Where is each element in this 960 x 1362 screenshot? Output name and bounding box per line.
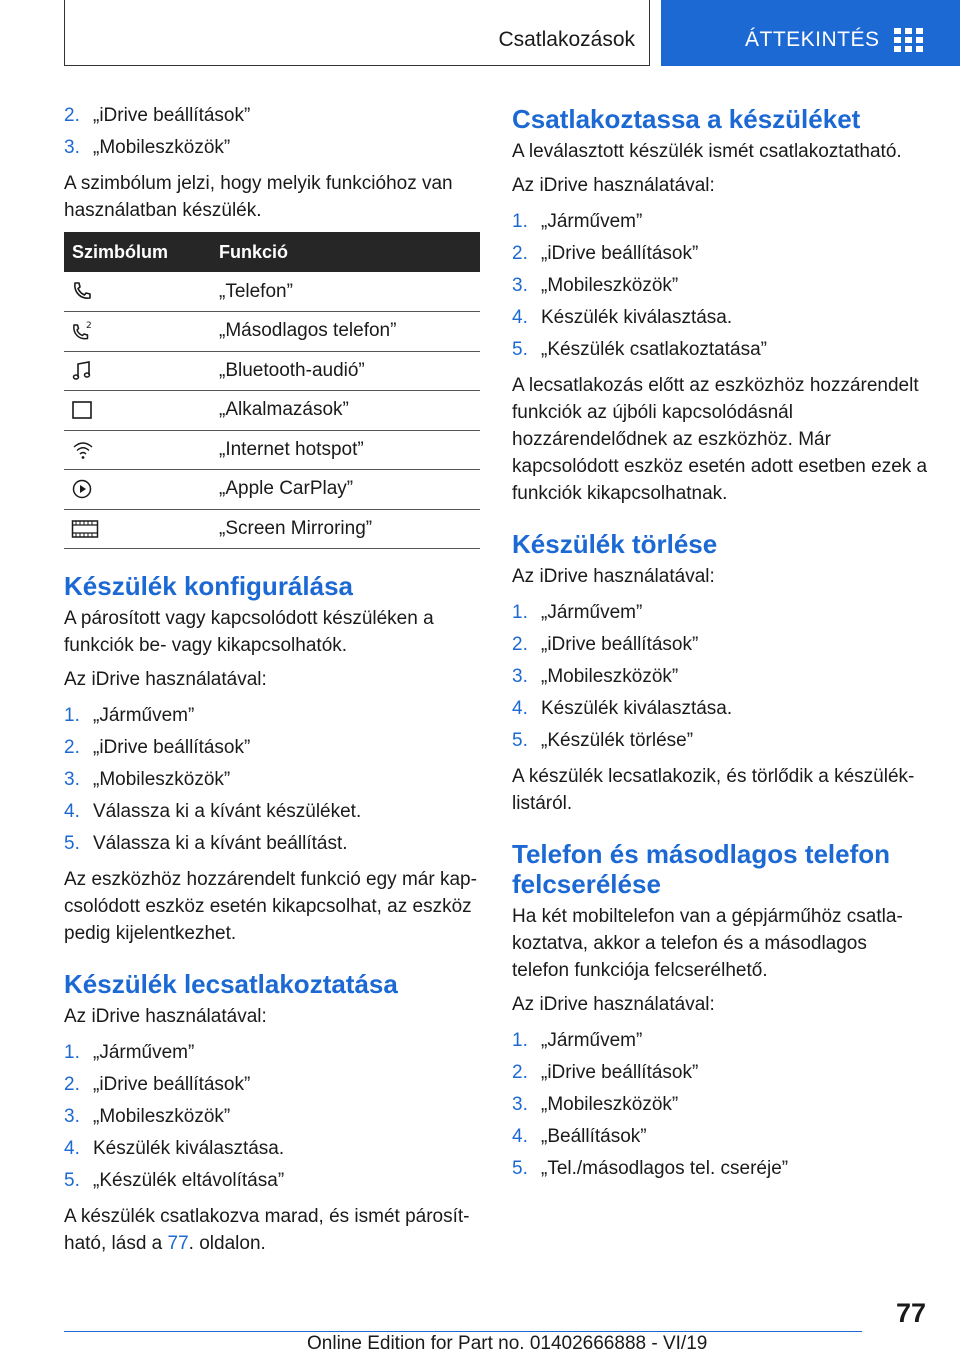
list-item [64,100,480,132]
list-item [512,334,928,366]
symbol-table [64,232,480,549]
step-number: 5. [512,730,528,751]
paragraph: Az eszközhöz hozzárendelt funkció egy már kapcsolódott eszköz esetén kikapcsolhat, az eszköz pedig kijelentkezhet. [64,869,477,944]
list-item [512,302,928,334]
step-text: „Járművem” [93,1042,195,1063]
step-text: „iDrive beállítások” [541,243,699,264]
function-label: „Internet hotspot” [219,430,480,470]
list-item [64,1037,480,1069]
intro-list [64,100,480,164]
list-item [512,1025,928,1057]
step-number: 1. [64,1042,80,1063]
list-item [512,1057,928,1089]
step-number: 3. [64,1106,80,1127]
list-item [64,828,480,860]
table-row [64,312,480,352]
paragraph-text: . oldalon. [188,1233,266,1254]
lead-text: Az iDrive használatával: [512,994,715,1015]
header-section-box [64,0,650,66]
step-number: 2. [64,737,80,758]
step-text: „Beállítások” [541,1126,647,1147]
table-row [64,470,480,510]
step-text: „Járművem” [541,1030,643,1051]
step-number: 4. [64,801,80,822]
step-number: 1. [512,602,528,623]
list-item [512,270,928,302]
step-number: 2. [512,634,528,655]
list-item [512,1121,928,1153]
steps-list [512,1025,928,1185]
function-label: „Alkalmazások” [219,391,480,431]
step-text: „iDrive beállítások” [93,105,251,126]
step-text: „Járművem” [541,602,643,623]
list-item [512,1153,928,1185]
list-item [512,725,928,757]
step-text: „Mobileszközök” [93,137,231,158]
step-text: „iDrive beállítások” [93,1074,251,1095]
function-label: „Apple CarPlay” [219,470,480,510]
phone-2-icon [71,319,95,343]
steps-list [64,1037,480,1197]
step-number: 3. [64,769,80,790]
list-item [64,1165,480,1197]
column-header-symbol: Szimbólum [64,232,219,272]
lead-text: Az iDrive használatával: [64,669,267,690]
step-text: „Mobileszközök” [541,666,679,687]
step-number: 2. [64,1074,80,1095]
step-number: 1. [512,1030,528,1051]
wifi-icon [71,439,95,461]
steps-list [512,206,928,366]
function-label: „Másodlagos telefon” [219,312,480,352]
paragraph [64,1203,480,1257]
list-item [512,597,928,629]
step-text: Készülék kiválasztása. [541,307,733,328]
list-item [64,132,480,164]
step-text: „Készülék törlése” [541,730,694,751]
tab-overview[interactable] [661,0,960,66]
step-number: 5. [64,1170,80,1191]
list-item [64,700,480,732]
table-row [64,430,480,470]
paragraph: A lecsatlakozás előtt az eszközhöz hozzárendelt funkciók az újbóli kapcsolódásnál hozzárendelődnek az eszközhöz. Már kapcsolódott eszköz esetén adott esetben ezek a funkciók kikapcsolhatnak. [512,375,928,504]
table-row [64,509,480,549]
step-number: 1. [512,211,528,232]
edition-text: Online Edition for Part no. 01402666888 - VI/19 [307,1333,708,1354]
list-item [64,1101,480,1133]
list-item [64,796,480,828]
step-number: 5. [512,1158,528,1179]
right-column [512,100,928,1191]
paragraph: A készülék lecsatlakozik, és törlődik a készüléklistáról. [512,766,915,814]
lead-text: Az iDrive használatával: [64,1006,267,1027]
heading-swap-phones: Telefon és másodlagos telefon felcserélése [512,839,891,899]
list-item [512,1089,928,1121]
step-number: 3. [512,666,528,687]
footer-divider [64,1331,862,1332]
step-number: 3. [512,1094,528,1115]
tab-overview-label: ÁTTEKINTÉS [745,28,880,51]
step-text: „Készülék eltávolítása” [93,1170,285,1191]
function-label: „Screen Mirroring” [219,509,480,549]
intro-text: A szimbólum jelzi, hogy melyik funkcióhoz van használatban készülék. [64,173,453,221]
function-label: „Bluetooth-audió” [219,351,480,391]
list-item [64,764,480,796]
heading-delete-device: Készülék törlése [512,529,718,559]
step-number: 3. [64,137,80,158]
list-item [512,629,928,661]
paragraph: Ha két mobiltelefon van a gépjárműhöz csatlakoztatva, akkor a telefon és a másodlagos telefon funkciója felcserélhető. [512,906,903,981]
section-title: Csatlakozások [498,28,635,51]
page-number: 77 [895,1298,926,1328]
step-text: Válassza ki a kívánt beállítást. [93,833,348,854]
app-square-icon [71,399,93,421]
column-header-function: Funkció [219,232,480,272]
list-item [64,732,480,764]
step-number: 4. [512,307,528,328]
phone-icon [71,280,93,302]
page-reference-link[interactable]: 77 [167,1233,189,1254]
step-number: 4. [64,1138,80,1159]
paragraph: A párosított vagy kapcsolódott készüléken a funkciók be- vagy kikapcsolhatók. [64,608,434,656]
step-number: 3. [512,275,528,296]
table-header-row [64,232,480,272]
step-number: 5. [512,339,528,360]
paragraph: A leválasztott készülék ismét csatlakoztatható. [512,141,902,162]
heading-connect-device: Csatlakoztassa a készüléket [512,104,861,134]
table-row [64,391,480,431]
step-text: „Járművem” [93,705,195,726]
step-text: „Mobileszközök” [93,769,231,790]
step-text: „Tel./másodlagos tel. cseréje” [541,1158,789,1179]
step-number: 4. [512,698,528,719]
steps-list [64,700,480,860]
list-item [512,238,928,270]
step-text: Válassza ki a kívánt készüléket. [93,801,362,822]
lead-text: Az iDrive használatával: [512,175,715,196]
step-number: 1. [64,705,80,726]
left-column [64,100,480,1264]
steps-list [512,597,928,757]
music-note-icon [71,360,93,382]
step-text: „Mobileszközök” [541,275,679,296]
step-number: 2. [512,243,528,264]
list-item [64,1069,480,1101]
step-text: „Mobileszközök” [541,1094,679,1115]
heading-disconnect-device: Készülék lecsatlakoztatása [64,969,398,999]
grid-menu-icon[interactable] [894,28,924,53]
table-row [64,272,480,312]
lead-text: Az iDrive használatával: [512,566,715,587]
screen-mirror-icon [71,518,99,540]
step-text: Készülék kiválasztása. [93,1138,285,1159]
heading-configure-device: Készülék konfigurálása [64,571,353,601]
table-row [64,351,480,391]
play-circle-icon [71,478,93,500]
step-text: „iDrive beállítások” [541,1062,699,1083]
step-text: „Készülék csatlakoztatása” [541,339,767,360]
list-item [64,1133,480,1165]
list-item [512,661,928,693]
step-number: 4. [512,1126,528,1147]
step-text: „iDrive beállítások” [541,634,699,655]
paragraph-text: A készülék csatlakozva marad, és ismét párosítható, lásd a [64,1206,470,1254]
step-text: Készülék kiválasztása. [541,698,733,719]
step-number: 2. [64,105,80,126]
step-number: 5. [64,833,80,854]
list-item [512,693,928,725]
step-text: „Mobileszközök” [93,1106,231,1127]
svg-text:2: 2 [86,321,92,332]
function-label: „Telefon” [219,272,480,312]
list-item [512,206,928,238]
step-number: 2. [512,1062,528,1083]
step-text: „Járművem” [541,211,643,232]
step-text: „iDrive beállítások” [93,737,251,758]
